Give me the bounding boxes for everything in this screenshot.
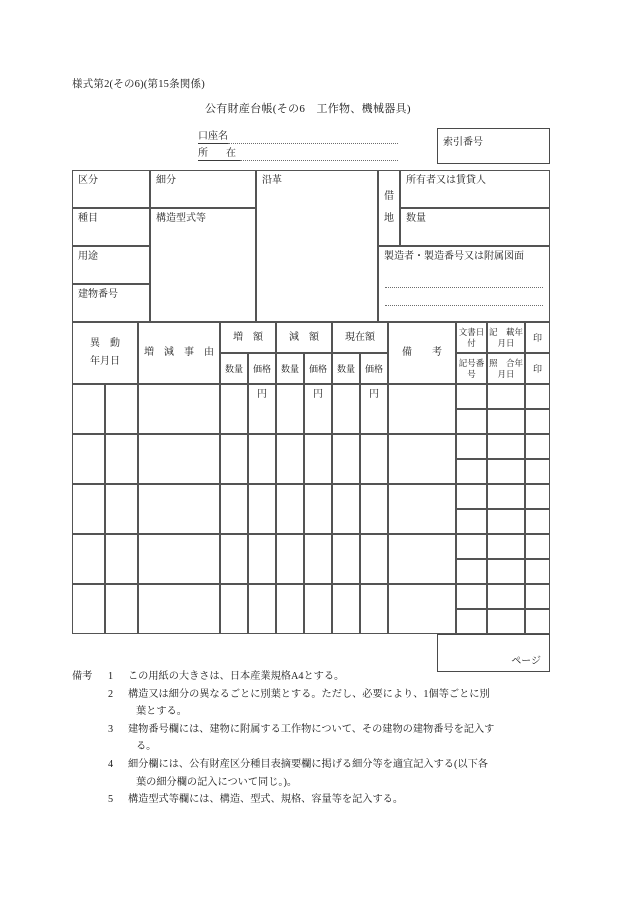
note-number: 4	[108, 758, 114, 770]
ledger-cell-bikou[interactable]	[388, 484, 456, 534]
ledger-cell-zougen-jiyuu[interactable]	[138, 534, 220, 584]
ledger-cell-bunsho-lower[interactable]	[456, 609, 487, 634]
ledger-cell-kisai-lower[interactable]	[487, 509, 525, 534]
yen-unit: 円	[257, 389, 267, 400]
header-zougaku-suuryou: 数量	[220, 353, 248, 384]
note-item	[72, 668, 562, 686]
header-zougaku-kakaku: 価格	[248, 353, 276, 384]
ledger-cell-gengaku-suuryou[interactable]	[276, 384, 304, 434]
ledger-cell-genzaigaku-suuryou[interactable]	[332, 534, 360, 584]
ledger-cell-in-lower[interactable]	[525, 609, 550, 634]
shakuchi-char-2: 地	[384, 213, 394, 224]
ledger-cell-gengaku-kakaku[interactable]	[304, 584, 332, 634]
note-number: 3	[108, 723, 114, 735]
form-number: 様式第2(その6)(第15条関係)	[72, 79, 205, 90]
ledger-cell-zougaku-kakaku[interactable]	[248, 584, 276, 634]
note-item	[72, 686, 562, 704]
ledger-cell-genzaigaku-kakaku[interactable]	[360, 384, 388, 434]
ledger-cell-in-lower[interactable]	[525, 409, 550, 434]
ledger-cell-zougaku-kakaku[interactable]	[248, 534, 276, 584]
account-name-field[interactable]	[198, 131, 398, 144]
ledger-cell-gengaku-suuryou[interactable]	[276, 584, 304, 634]
page-title: 公有財産台帳(その6 工作物、機械器具)	[205, 103, 411, 115]
ledger-cell-genzaigaku-suuryou[interactable]	[332, 384, 360, 434]
notes-heading: 備考	[72, 671, 93, 682]
ledger-cell-zougaku-kakaku[interactable]	[248, 384, 276, 434]
note-number: 5	[108, 794, 114, 806]
ledger-cell-idou-b[interactable]	[105, 584, 138, 634]
idou-line-2: 年月日	[90, 356, 120, 367]
note-item	[72, 721, 562, 739]
ledger-cell-bikou[interactable]	[388, 434, 456, 484]
seizousha-dotted-line-1	[385, 287, 543, 288]
account-name-label: 口座名	[198, 131, 228, 142]
ledger-cell-idou-b[interactable]	[105, 384, 138, 434]
note-continuation: 葉の細分欄の記入について同じ。)。	[136, 776, 298, 788]
ledger-cell-in-upper[interactable]	[525, 434, 550, 459]
ledger-cell-in-upper[interactable]	[525, 484, 550, 509]
cell-seizousha[interactable]: 製造者・製造番号又は附属図面	[378, 246, 550, 322]
ledger-cell-bikou[interactable]	[388, 534, 456, 584]
ledger-cell-in-upper[interactable]	[525, 534, 550, 559]
ledger-cell-genzaigaku-kakaku[interactable]	[360, 484, 388, 534]
ledger-cell-in-lower[interactable]	[525, 559, 550, 584]
ledger-cell-zougen-jiyuu[interactable]	[138, 384, 220, 434]
ledger-cell-zougaku-suuryou[interactable]	[220, 484, 248, 534]
ledger-cell-genzaigaku-suuryou[interactable]	[332, 484, 360, 534]
ledger-cell-gengaku-kakaku[interactable]	[304, 384, 332, 434]
ledger-cell-gengaku-kakaku[interactable]	[304, 534, 332, 584]
ledger-cell-kisai-lower[interactable]	[487, 409, 525, 434]
header-genzaigaku-kakaku: 価格	[360, 353, 388, 384]
note-item	[72, 756, 562, 774]
cell-youto-label: 用途	[72, 246, 150, 284]
header-genzaigaku-suuryou: 数量	[332, 353, 360, 384]
note-text: 構造型式等欄には、構造、型式、規格、容量等を記入する。	[128, 794, 404, 806]
ledger-cell-idou-b[interactable]	[105, 484, 138, 534]
ledger-cell-zougaku-suuryou[interactable]	[220, 584, 248, 634]
ledger-cell-bunsho-lower[interactable]	[456, 559, 487, 584]
header-bikou: 備 考	[388, 322, 456, 384]
ledger-cell-bikou[interactable]	[388, 584, 456, 634]
ledger-cell-bikou[interactable]	[388, 384, 456, 434]
cell-shoyuusha[interactable]: 所有者又は賃貸人	[400, 170, 550, 208]
idou-line-1: 異 動	[90, 338, 120, 349]
ledger-cell-kisai-upper[interactable]	[487, 384, 525, 409]
ledger-cell-zougen-jiyuu[interactable]	[138, 434, 220, 484]
cell-shakuchi-label	[378, 170, 400, 246]
header-genzaigaku: 現在額	[332, 322, 388, 353]
ledger-cell-genzaigaku-suuryou[interactable]	[332, 434, 360, 484]
note-text: 構造又は細分の異なるごとに別葉とする。ただし、必要により、1個等ごとに別	[128, 688, 490, 700]
note-text: 建物番号欄には、建物に附属する工作物について、その建物の建物番号を記入す	[128, 723, 495, 735]
ledger-cell-kisai-upper[interactable]	[487, 484, 525, 509]
ledger-cell-gengaku-suuryou[interactable]	[276, 534, 304, 584]
header-gengaku-kakaku: 価格	[304, 353, 332, 384]
ledger-cell-idou-a[interactable]	[72, 434, 105, 484]
ledger-cell-bunsho-lower[interactable]	[456, 409, 487, 434]
ledger-cell-kisai-upper[interactable]	[487, 534, 525, 559]
ledger-cell-gengaku-kakaku[interactable]	[304, 484, 332, 534]
notes-section	[72, 668, 562, 809]
ledger-cell-kisai-upper[interactable]	[487, 584, 525, 609]
location-label: 所 在	[198, 148, 240, 159]
ledger-cell-idou-a[interactable]	[72, 534, 105, 584]
ledger-cell-idou-b[interactable]	[105, 534, 138, 584]
ledger-cell-zougen-jiyuu[interactable]	[138, 584, 220, 634]
header-zougen-jiyuu: 増 減 事 由	[138, 322, 220, 384]
header-kisai-nengappi: 記 載年月日	[487, 322, 525, 353]
ledger-cell-zougen-jiyuu[interactable]	[138, 484, 220, 534]
cell-enkaku[interactable]: 沿革	[256, 170, 378, 322]
ledger-cell-genzaigaku-kakaku[interactable]	[360, 434, 388, 484]
ledger-cell-bunsho-upper[interactable]	[456, 484, 487, 509]
ledger-cell-bunsho-lower[interactable]	[456, 509, 487, 534]
note-text: この用紙の大きさは、日本産業規格A4とする。	[128, 671, 345, 682]
ledger-cell-kisai-lower[interactable]	[487, 459, 525, 484]
note-continuation: 葉とする。	[136, 706, 187, 718]
ledger-cell-idou-b[interactable]	[105, 434, 138, 484]
index-number-box[interactable]	[437, 128, 550, 164]
ledger-cell-idou-a[interactable]	[72, 384, 105, 434]
index-number-label: 索引番号	[443, 137, 483, 148]
note-text: 細分欄には、公有財産区分種目表摘要欄に掲げる細分等を適宜記入する(以下各	[128, 758, 488, 770]
cell-saibun[interactable]: 細分	[150, 170, 256, 208]
header-kigou-bangou: 記号番号	[456, 353, 487, 384]
ledger-cell-bunsho-lower[interactable]	[456, 459, 487, 484]
ledger-cell-in-lower[interactable]	[525, 459, 550, 484]
header-gengaku-suuryou: 数量	[276, 353, 304, 384]
account-name-dotted-line	[228, 132, 398, 144]
ledger-cell-idou-a[interactable]	[72, 584, 105, 634]
header-idou-nengappi	[72, 322, 138, 384]
header-zougaku: 増 額	[220, 322, 276, 353]
ledger-cell-in-upper[interactable]	[525, 384, 550, 409]
ledger-cell-gengaku-kakaku[interactable]	[304, 434, 332, 484]
ledger-cell-kisai-lower[interactable]	[487, 559, 525, 584]
shakuchi-char-1: 借	[384, 191, 394, 202]
cell-shakuchi-suuryou[interactable]: 数量	[400, 208, 550, 246]
ledger-cell-kisai-upper[interactable]	[487, 434, 525, 459]
ledger-cell-genzaigaku-suuryou[interactable]	[332, 584, 360, 634]
ledger-cell-idou-a[interactable]	[72, 484, 105, 534]
ledger-cell-bunsho-upper[interactable]	[456, 534, 487, 559]
ledger-cell-genzaigaku-kakaku[interactable]	[360, 534, 388, 584]
header-in-1: 印	[525, 322, 550, 353]
ledger-cell-gengaku-suuryou[interactable]	[276, 434, 304, 484]
ledger-cell-bunsho-upper[interactable]	[456, 584, 487, 609]
note-number: 1	[108, 671, 114, 682]
ledger-cell-bunsho-upper[interactable]	[456, 384, 487, 409]
cell-kubun-label: 区分	[72, 170, 150, 208]
note-continuation: る。	[136, 741, 157, 753]
header-bunsho-hiduke: 文書日付	[456, 322, 487, 353]
ledger-cell-genzaigaku-kakaku[interactable]	[360, 584, 388, 634]
seizousha-dotted-line-2	[385, 305, 543, 306]
ledger-cell-zougaku-suuryou[interactable]	[220, 534, 248, 584]
location-dotted-line	[240, 149, 398, 161]
ledger-cell-in-lower[interactable]	[525, 509, 550, 534]
header-shougou-nengappi: 照 合年月日	[487, 353, 525, 384]
ledger-cell-zougaku-suuryou[interactable]	[220, 434, 248, 484]
cell-tatemono-bangou-label: 建物番号	[72, 284, 150, 322]
ledger-cell-zougaku-kakaku[interactable]	[248, 484, 276, 534]
ledger-cell-zougaku-kakaku[interactable]	[248, 434, 276, 484]
page-label: ページ	[511, 656, 541, 667]
yen-unit: 円	[313, 389, 323, 400]
ledger-cell-gengaku-suuryou[interactable]	[276, 484, 304, 534]
header-in-2: 印	[525, 353, 550, 384]
page-number-box[interactable]	[437, 634, 550, 672]
ledger-cell-kisai-lower[interactable]	[487, 609, 525, 634]
header-gengaku: 減 額	[276, 322, 332, 353]
ledger-cell-bunsho-upper[interactable]	[456, 434, 487, 459]
location-field[interactable]	[198, 148, 398, 161]
ledger-cell-zougaku-suuryou[interactable]	[220, 384, 248, 434]
yen-unit: 円	[369, 389, 379, 400]
note-item	[72, 791, 562, 809]
cell-shumoku-label: 種目	[72, 208, 150, 246]
ledger-cell-in-upper[interactable]	[525, 584, 550, 609]
note-number: 2	[108, 688, 114, 700]
cell-kouzou-katashiki[interactable]: 構造型式等	[150, 208, 256, 322]
